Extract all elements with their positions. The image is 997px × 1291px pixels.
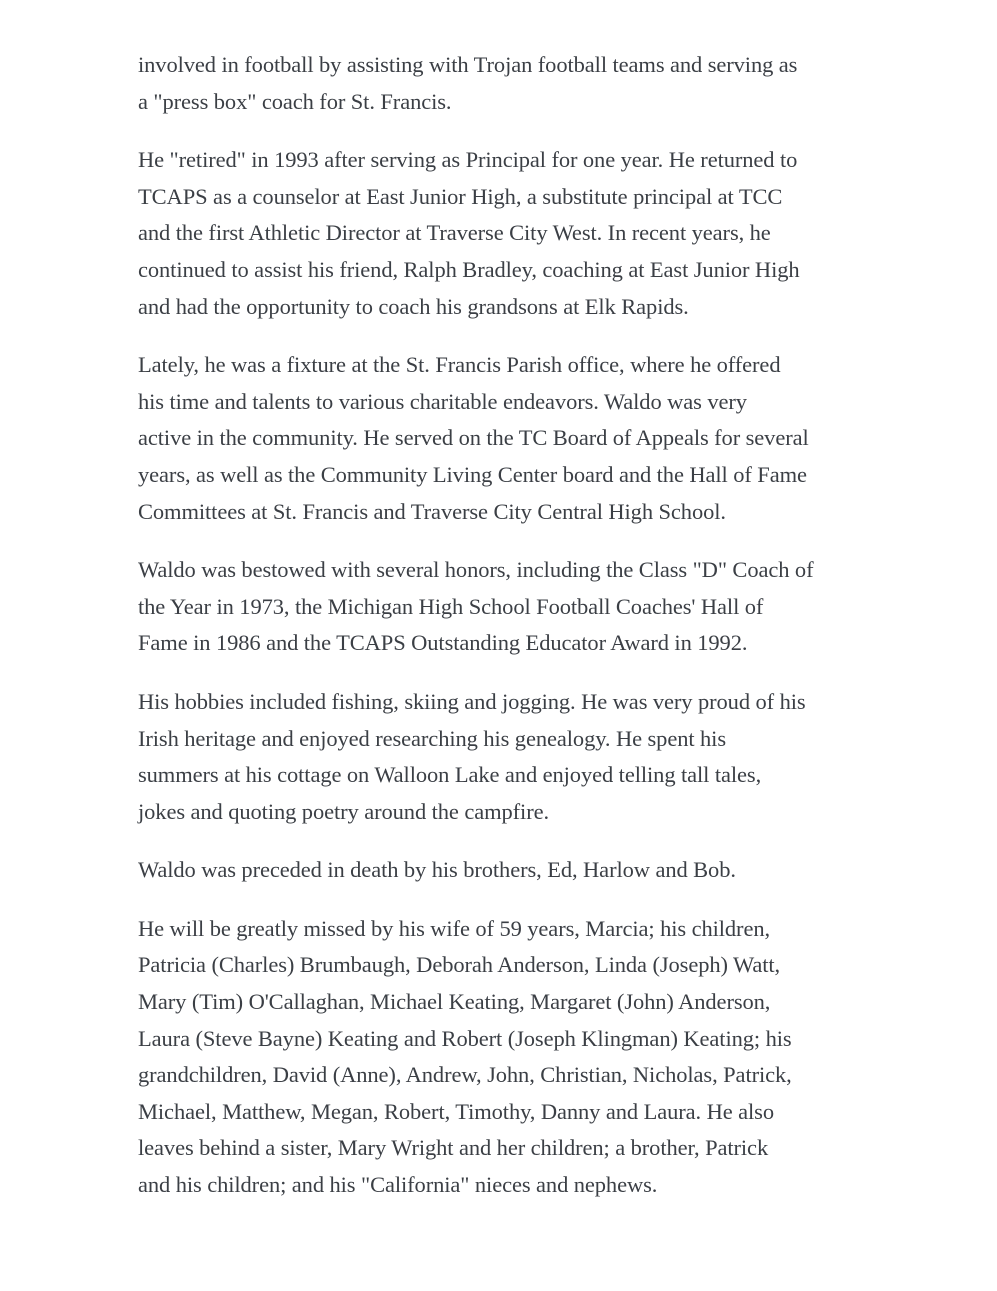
- text-line: summers at his cottage on Walloon Lake and enjoyed telling tall tales,: [138, 762, 762, 788]
- paragraph-football-involvement: [138, 47, 868, 120]
- text-line: the Year in 1973, the Michigan High School Football Coaches' Hall of: [138, 593, 764, 619]
- text-line: grandchildren, David (Anne), Andrew, John, Christian, Nicholas, Patrick,: [138, 1062, 792, 1088]
- text-line: active in the community. He served on the TC Board of Appeals for several: [138, 425, 809, 451]
- text-line: Patricia (Charles) Brumbaugh, Deborah Anderson, Linda (Joseph) Watt,: [138, 952, 781, 978]
- text-line: TCAPS as a counselor at East Junior High, a substitute principal at TCC: [138, 183, 783, 209]
- text-line: jokes and quoting poetry around the campfire.: [138, 798, 550, 824]
- text-line: and had the opportunity to coach his grandsons at Elk Rapids.: [138, 293, 689, 319]
- text-line: years, as well as the Community Living Center board and the Hall of Fame: [138, 461, 807, 487]
- paragraph-retirement: [138, 142, 868, 325]
- text-line: Committees at St. Francis and Traverse City Central High School.: [138, 498, 726, 524]
- paragraph-community: [138, 347, 868, 530]
- text-line: continued to assist his friend, Ralph Bradley, coaching at East Junior High: [138, 256, 800, 282]
- text-line: a "press box" coach for St. Francis.: [138, 88, 452, 114]
- paragraph-honors: [138, 552, 868, 662]
- text-line: His hobbies included fishing, skiing and jogging. He was very proud of his: [138, 688, 806, 714]
- text-line: Waldo was bestowed with several honors, including the Class "D" Coach of: [138, 557, 814, 583]
- text-line: Lately, he was a fixture at the St. Francis Parish office, where he offered: [138, 352, 781, 378]
- text-line: Waldo was preceded in death by his brothers, Ed, Harlow and Bob.: [138, 857, 736, 883]
- text-line: He will be greatly missed by his wife of 59 years, Marcia; his children,: [138, 915, 771, 941]
- text-line: leaves behind a sister, Mary Wright and her children; a brother, Patrick: [138, 1135, 769, 1161]
- text-line: Fame in 1986 and the TCAPS Outstanding Educator Award in 1992.: [138, 630, 748, 656]
- text-line: involved in football by assisting with Trojan football teams and serving as: [138, 52, 798, 77]
- text-line: Michael, Matthew, Megan, Robert, Timothy, Danny and Laura. He also: [138, 1098, 774, 1124]
- obituary-page: [138, 47, 868, 1226]
- text-line: Laura (Steve Bayne) Keating and Robert (Joseph Klingman) Keating; his: [138, 1025, 792, 1051]
- text-line: and the first Athletic Director at Traverse City West. In recent years, he: [138, 220, 771, 246]
- text-line: Mary (Tim) O'Callaghan, Michael Keating, Margaret (John) Anderson,: [138, 989, 771, 1015]
- text-line: Irish heritage and enjoyed researching his genealogy. He spent his: [138, 725, 726, 751]
- text-line: He "retired" in 1993 after serving as Principal for one year. He returned to: [138, 147, 798, 173]
- paragraph-preceded-in-death: [138, 852, 868, 889]
- paragraph-hobbies: [138, 684, 868, 830]
- text-line: and his children; and his "California" nieces and nephews.: [138, 1172, 658, 1198]
- paragraph-survivors: [138, 911, 868, 1204]
- text-line: his time and talents to various charitable endeavors. Waldo was very: [138, 388, 747, 414]
